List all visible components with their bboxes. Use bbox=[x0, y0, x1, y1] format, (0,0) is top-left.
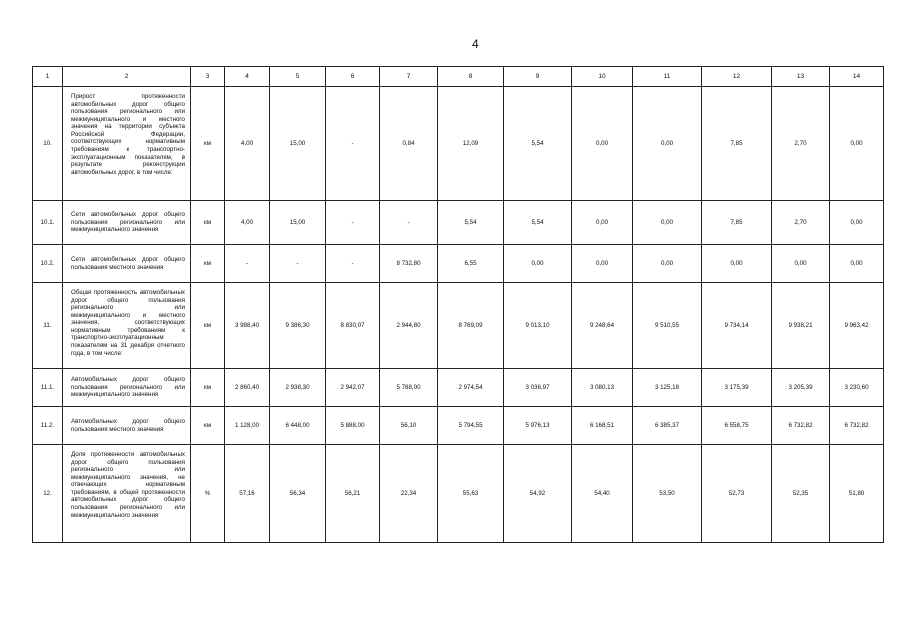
row-number: 10. bbox=[33, 87, 63, 201]
value-cell: 8 769,09 bbox=[438, 283, 504, 369]
value-cell: 22,34 bbox=[380, 445, 438, 543]
row-description: Сети автомобильных дорог общего пользования местного значения bbox=[63, 245, 191, 283]
row-number: 12. bbox=[33, 445, 63, 543]
value-cell: 12,09 bbox=[438, 87, 504, 201]
row-unit: км bbox=[191, 245, 225, 283]
value-cell: 52,35 bbox=[772, 445, 830, 543]
value-cell: 5 788,00 bbox=[380, 369, 438, 407]
value-cell: - bbox=[270, 245, 326, 283]
value-cell: 0,00 bbox=[572, 245, 633, 283]
value-cell: - bbox=[225, 245, 270, 283]
row-number: 10.2. bbox=[33, 245, 63, 283]
row-unit: км bbox=[191, 369, 225, 407]
value-cell: 4,00 bbox=[225, 87, 270, 201]
value-cell: 6 732,82 bbox=[830, 407, 884, 445]
value-cell: 0,84 bbox=[380, 87, 438, 201]
header-cell: 6 bbox=[326, 67, 380, 87]
value-cell: 9 013,10 bbox=[504, 283, 572, 369]
value-cell: 3 036,97 bbox=[504, 369, 572, 407]
value-cell: 3 125,18 bbox=[633, 369, 702, 407]
value-cell: 3 230,60 bbox=[830, 369, 884, 407]
value-cell: 0,00 bbox=[504, 245, 572, 283]
header-cell: 10 bbox=[572, 67, 633, 87]
header-cell: 9 bbox=[504, 67, 572, 87]
row-number: 11.1. bbox=[33, 369, 63, 407]
value-cell: 2,70 bbox=[772, 87, 830, 201]
value-cell: 5 794,55 bbox=[438, 407, 504, 445]
row-description: Автомобильных дорог общего пользования регионального или межмуниципального значения bbox=[63, 369, 191, 407]
value-cell: 0,00 bbox=[633, 87, 702, 201]
value-cell: 15,00 bbox=[270, 87, 326, 201]
value-cell: 6,55 bbox=[438, 245, 504, 283]
value-cell: - bbox=[380, 201, 438, 245]
value-cell: - bbox=[326, 245, 380, 283]
row-description: Общая протяженность автомобильных дорог общего пользования регионального или межмуниципального и местного значения, соответствующих нормативным требованиям к транспортно-эксплуатационным показателям на 31 декабря отчетного года, в том числе: bbox=[63, 283, 191, 369]
value-cell: 55,63 bbox=[438, 445, 504, 543]
value-cell: 2 944,80 bbox=[380, 283, 438, 369]
row-unit: км bbox=[191, 201, 225, 245]
value-cell: 0,00 bbox=[633, 245, 702, 283]
value-cell: 9 963,42 bbox=[830, 283, 884, 369]
header-cell: 1 bbox=[33, 67, 63, 87]
value-cell: 0,00 bbox=[572, 201, 633, 245]
value-cell: 2 860,40 bbox=[225, 369, 270, 407]
value-cell: 51,80 bbox=[830, 445, 884, 543]
value-cell: 7,85 bbox=[702, 87, 772, 201]
row-description: Автомобильных дорог общего пользования местного значения bbox=[63, 407, 191, 445]
value-cell: 2,70 bbox=[772, 201, 830, 245]
value-cell: 57,16 bbox=[225, 445, 270, 543]
value-cell: 7,85 bbox=[702, 201, 772, 245]
table-row bbox=[33, 369, 884, 407]
header-cell: 4 bbox=[225, 67, 270, 87]
value-cell: 9 386,30 bbox=[270, 283, 326, 369]
value-cell: 9 734,14 bbox=[702, 283, 772, 369]
value-cell: 0,00 bbox=[633, 201, 702, 245]
page-number: 4 bbox=[472, 37, 479, 51]
value-cell: 9 938,21 bbox=[772, 283, 830, 369]
value-cell: 9 510,55 bbox=[633, 283, 702, 369]
row-description: Сети автомобильных дорог общего пользования регионального или межмуниципального значения bbox=[63, 201, 191, 245]
value-cell: 3 988,40 bbox=[225, 283, 270, 369]
value-cell: 8 830,07 bbox=[326, 283, 380, 369]
table-row bbox=[33, 87, 884, 201]
value-cell: 6 732,82 bbox=[772, 407, 830, 445]
value-cell: 3 080,13 bbox=[572, 369, 633, 407]
value-cell: 0,00 bbox=[830, 201, 884, 245]
value-cell: 5,54 bbox=[504, 87, 572, 201]
value-cell: 5 888,00 bbox=[326, 407, 380, 445]
header-cell: 7 bbox=[380, 67, 438, 87]
value-cell: 0,00 bbox=[830, 245, 884, 283]
table-row bbox=[33, 407, 884, 445]
row-unit: км bbox=[191, 283, 225, 369]
row-number: 11. bbox=[33, 283, 63, 369]
value-cell: 5 976,13 bbox=[504, 407, 572, 445]
row-number: 11.2. bbox=[33, 407, 63, 445]
value-cell: 52,73 bbox=[702, 445, 772, 543]
table-row bbox=[33, 201, 884, 245]
value-cell: 1 128,00 bbox=[225, 407, 270, 445]
header-cell: 14 bbox=[830, 67, 884, 87]
value-cell: 3 175,39 bbox=[702, 369, 772, 407]
value-cell: - bbox=[326, 201, 380, 245]
value-cell: 6 385,37 bbox=[633, 407, 702, 445]
value-cell: 5,54 bbox=[438, 201, 504, 245]
row-description: Доля протяженности автомобильных дорог общего пользования регионального или межмуниципального значения, не отвечающих нормативным требованиям, в общей протяженности автомобильных дорог общего пользования регионального или межмуниципального значения bbox=[63, 445, 191, 543]
value-cell: 0,00 bbox=[572, 87, 633, 201]
row-number: 10.1. bbox=[33, 201, 63, 245]
value-cell: 0,00 bbox=[772, 245, 830, 283]
indicators-table bbox=[32, 66, 884, 543]
header-cell: 12 bbox=[702, 67, 772, 87]
value-cell: 53,50 bbox=[633, 445, 702, 543]
value-cell: 0,00 bbox=[702, 245, 772, 283]
value-cell: 6 448,00 bbox=[270, 407, 326, 445]
header-cell: 2 bbox=[63, 67, 191, 87]
row-unit: км bbox=[191, 87, 225, 201]
table-row bbox=[33, 445, 884, 543]
value-cell: 54,92 bbox=[504, 445, 572, 543]
value-cell: 8 732,80 bbox=[380, 245, 438, 283]
value-cell: 2 942,07 bbox=[326, 369, 380, 407]
header-cell: 5 bbox=[270, 67, 326, 87]
value-cell: 5,54 bbox=[504, 201, 572, 245]
value-cell: 3 205,39 bbox=[772, 369, 830, 407]
table-row bbox=[33, 283, 884, 369]
value-cell: 6 558,75 bbox=[702, 407, 772, 445]
value-cell: 9 248,64 bbox=[572, 283, 633, 369]
header-cell: 11 bbox=[633, 67, 702, 87]
value-cell: 56,34 bbox=[270, 445, 326, 543]
value-cell: - bbox=[326, 87, 380, 201]
value-cell: 56,10 bbox=[380, 407, 438, 445]
value-cell: 0,00 bbox=[830, 87, 884, 201]
value-cell: 54,40 bbox=[572, 445, 633, 543]
value-cell: 2 938,30 bbox=[270, 369, 326, 407]
row-description: Прирост протяженности автомобильных дорог общего пользования регионального или межмуниципального и местного значения на территории субъекта Российской Федерации, соответствующих нормативным требованиям к транспортно-эксплуатационным показателям, в результате реконструкции автомобильных дорог, в том числе: bbox=[63, 87, 191, 201]
value-cell: 15,00 bbox=[270, 201, 326, 245]
header-cell: 3 bbox=[191, 67, 225, 87]
value-cell: 6 168,51 bbox=[572, 407, 633, 445]
row-unit: % bbox=[191, 445, 225, 543]
row-unit: км bbox=[191, 407, 225, 445]
table-row bbox=[33, 245, 884, 283]
value-cell: 2 974,54 bbox=[438, 369, 504, 407]
header-row bbox=[33, 67, 884, 87]
header-cell: 13 bbox=[772, 67, 830, 87]
header-cell: 8 bbox=[438, 67, 504, 87]
value-cell: 4,00 bbox=[225, 201, 270, 245]
value-cell: 56,21 bbox=[326, 445, 380, 543]
